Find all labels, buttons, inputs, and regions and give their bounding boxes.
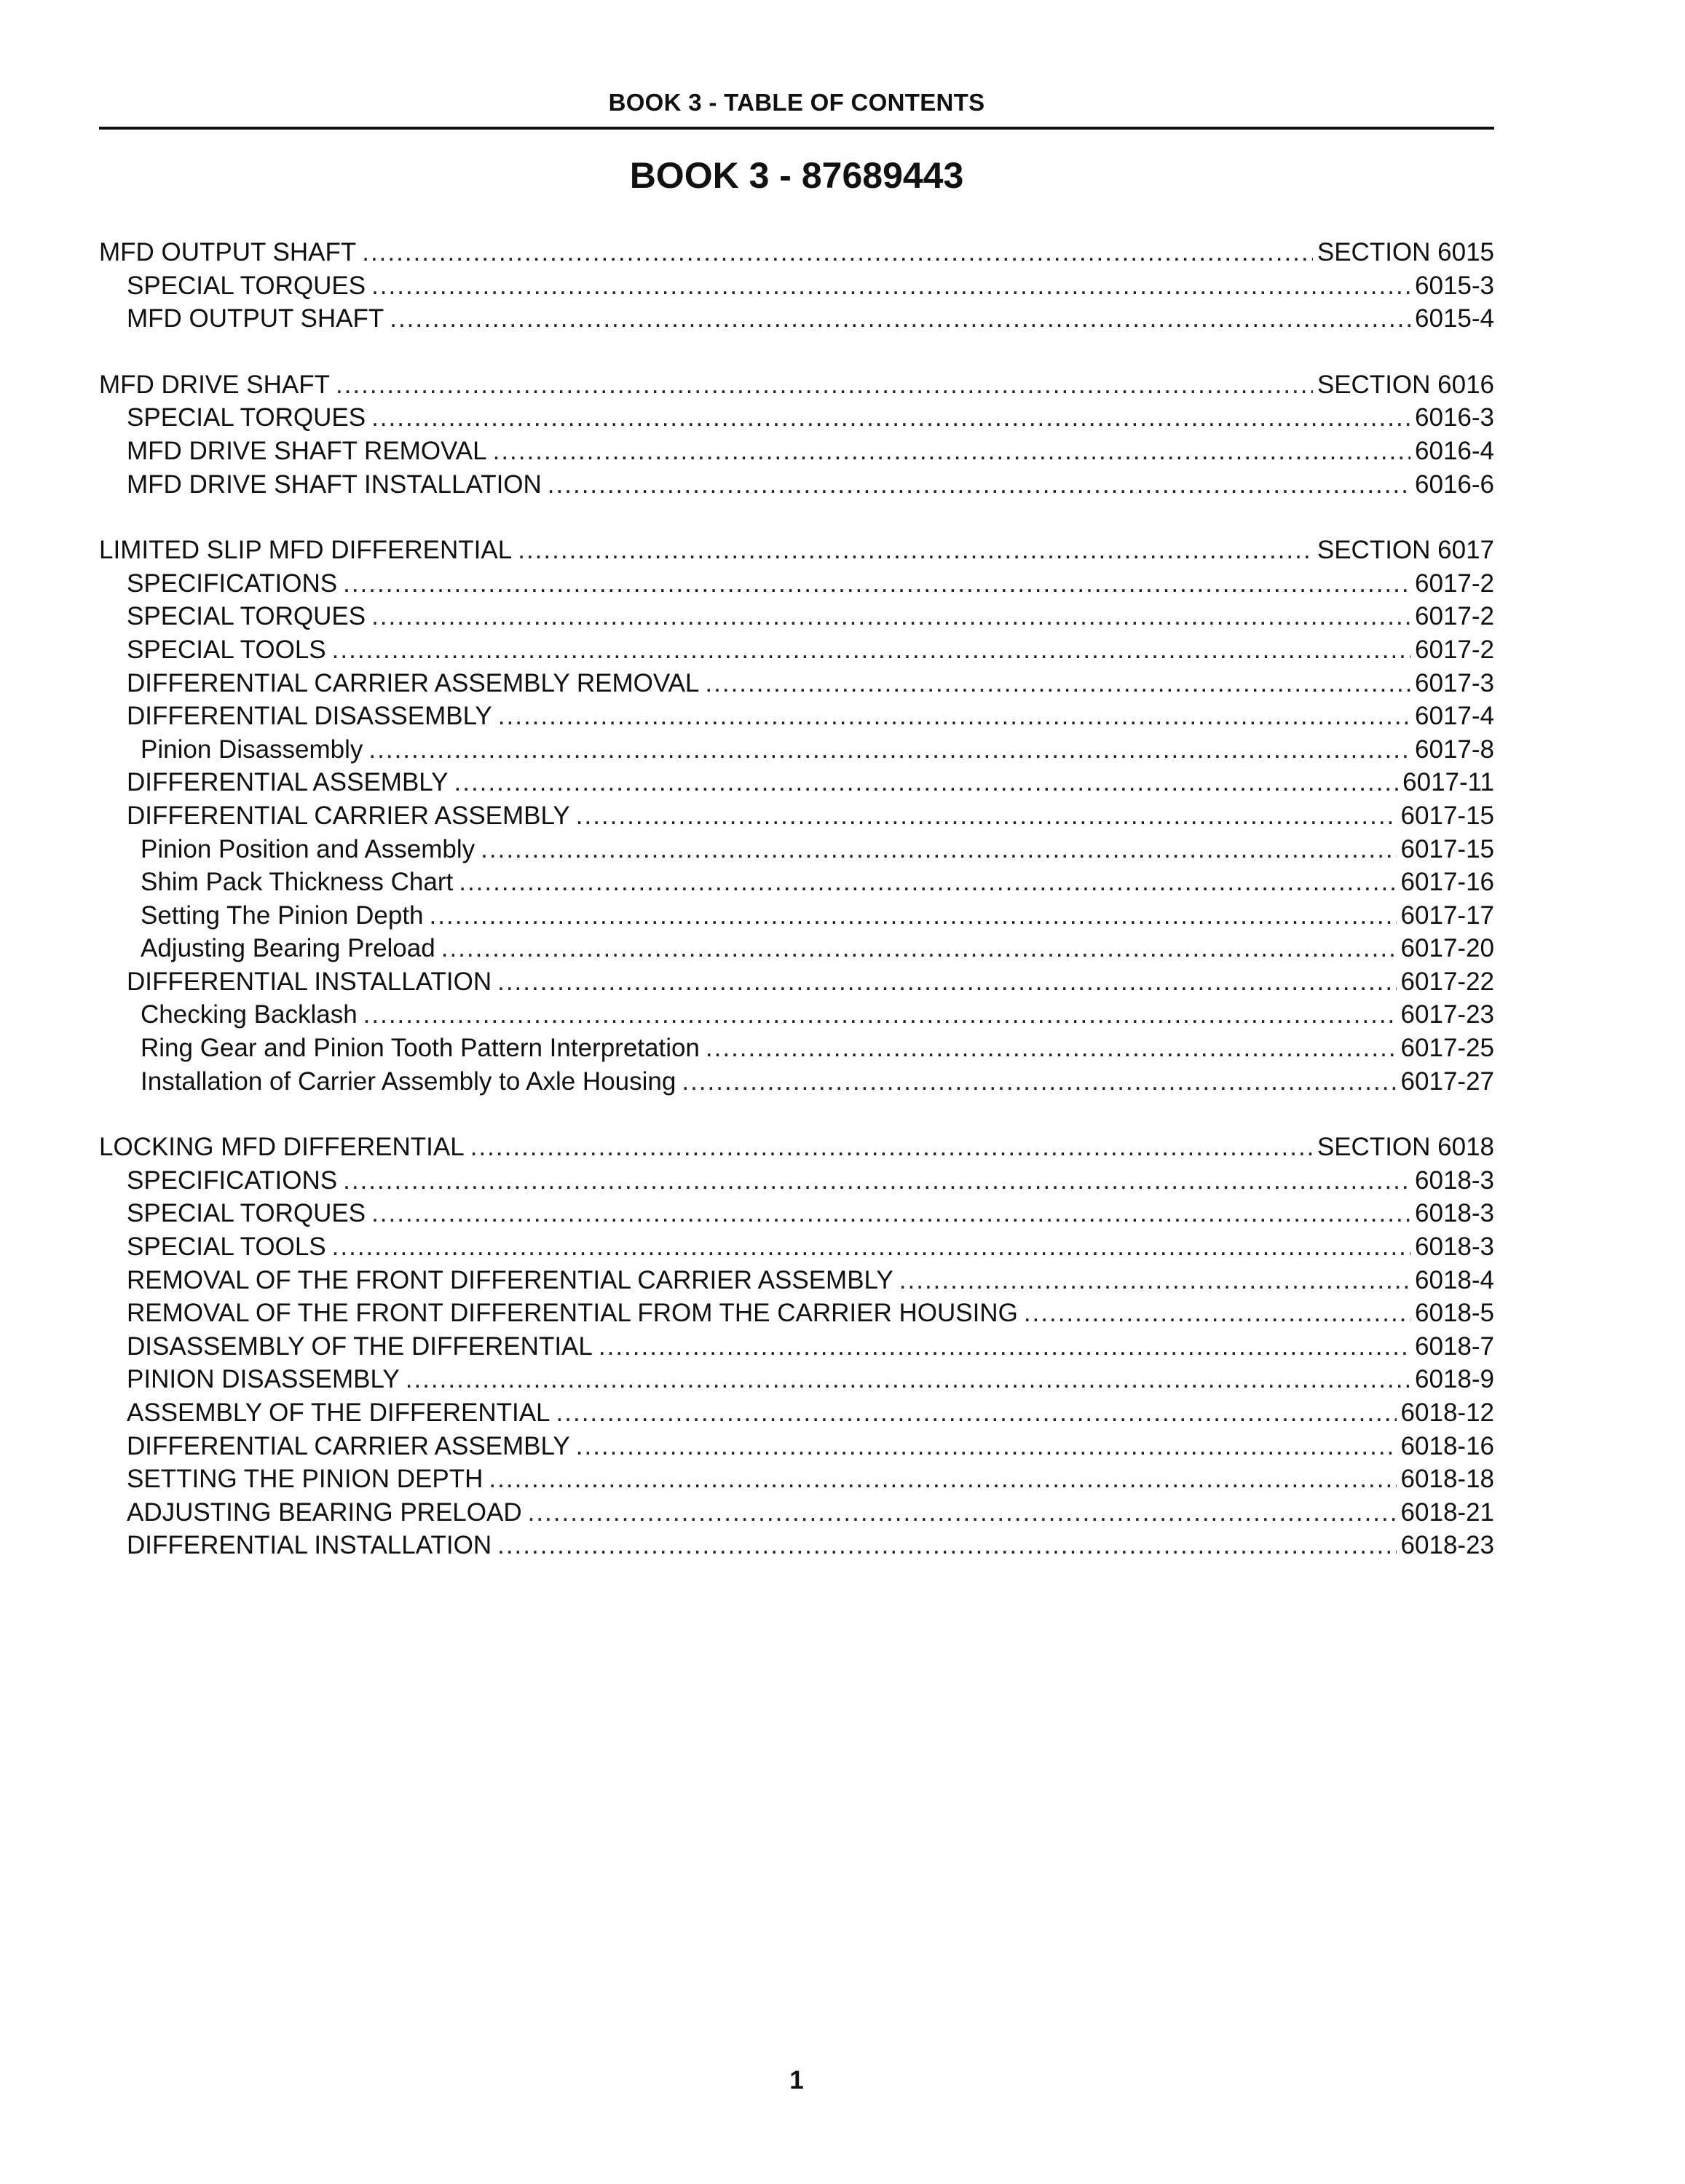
toc-entry[interactable] [99, 899, 1494, 933]
toc-entry-page: 6018-3 [1415, 1199, 1494, 1228]
toc-section-heading[interactable] [99, 368, 1494, 402]
toc-entry[interactable] [99, 667, 1494, 700]
toc-entry-title: Adjusting Bearing Preload [141, 934, 435, 963]
dot-leader [368, 733, 1410, 767]
dot-leader [518, 534, 1313, 567]
dot-leader [459, 866, 1396, 899]
running-header: BOOK 3 - TABLE OF CONTENTS [608, 89, 985, 116]
toc-entry-page: 6018-4 [1415, 1265, 1494, 1294]
dot-leader [332, 1230, 1410, 1264]
toc-section-heading[interactable] [99, 534, 1494, 567]
dot-leader [576, 1430, 1397, 1463]
dot-leader [556, 1396, 1397, 1430]
toc-entry-page: 6017-20 [1400, 934, 1494, 963]
toc-section [99, 236, 1494, 336]
dot-leader [470, 1131, 1313, 1164]
toc-entry-page: 6017-2 [1415, 602, 1494, 631]
toc-entry[interactable] [99, 1463, 1494, 1496]
dot-leader [497, 1529, 1396, 1562]
toc-entry[interactable] [99, 567, 1494, 601]
dot-leader [371, 600, 1410, 633]
dot-leader [430, 899, 1397, 933]
toc-entry-title: SPECIAL TOOLS [127, 1233, 326, 1262]
toc-entry-page: 6017-2 [1415, 635, 1494, 664]
toc-entry-title: LOCKING MFD DIFFERENTIAL [99, 1133, 465, 1162]
toc-entry-title: DIFFERENTIAL DISASSEMBLY [127, 702, 492, 731]
toc-entry-page: 6017-22 [1400, 967, 1494, 996]
dot-leader [343, 1164, 1410, 1198]
toc-entry-page: 6018-3 [1415, 1166, 1494, 1195]
toc-entry-title: MFD OUTPUT SHAFT [99, 238, 357, 266]
toc-entry-page: 6018-5 [1415, 1299, 1494, 1328]
toc-entry[interactable] [99, 633, 1494, 667]
dot-leader [343, 567, 1410, 601]
toc-entry-title: Pinion Position and Assembly [141, 834, 475, 863]
toc-entry[interactable] [99, 1430, 1494, 1463]
toc-entry[interactable] [99, 1197, 1494, 1230]
dot-leader [493, 435, 1410, 468]
toc-entry-title: DIFFERENTIAL INSTALLATION [127, 967, 492, 996]
dot-leader [528, 1496, 1397, 1530]
toc-entry-title: Ring Gear and Pinion Tooth Pattern Interpretation [141, 1034, 700, 1063]
toc-entry[interactable] [99, 866, 1494, 899]
toc-entry-title: SPECIAL TORQUES [127, 1199, 366, 1228]
toc-entry-title: ASSEMBLY OF THE DIFFERENTIAL [127, 1398, 551, 1427]
toc-entry-page: 6018-18 [1400, 1465, 1494, 1494]
toc-entry-page: 6018-21 [1400, 1497, 1494, 1527]
toc-entry-title: PINION DISASSEMBLY [127, 1365, 400, 1394]
toc-entry-title: SETTING THE PINION DEPTH [127, 1465, 484, 1494]
toc-entry-title: MFD DRIVE SHAFT INSTALLATION [127, 470, 542, 499]
toc-entry[interactable] [99, 269, 1494, 303]
toc-entry-title: MFD DRIVE SHAFT [99, 370, 330, 399]
toc-entry-title: DISASSEMBLY OF THE DIFFERENTIAL [127, 1332, 593, 1361]
dot-leader [682, 1065, 1396, 1099]
toc-entry-page: 6018-7 [1415, 1332, 1494, 1361]
dot-leader [441, 932, 1397, 965]
toc-entry-title: REMOVAL OF THE FRONT DIFFERENTIAL FROM THE CARRIER HOUSING [127, 1299, 1018, 1328]
toc-entry-page: SECTION 6017 [1317, 536, 1494, 565]
toc-entry-title: SPECIAL TOOLS [127, 635, 326, 664]
toc-entry-page: 6017-17 [1400, 901, 1494, 930]
toc-entry[interactable] [99, 1264, 1494, 1297]
toc-entry-title: Installation of Carrier Assembly to Axle Housing [141, 1067, 676, 1096]
toc-entry[interactable] [99, 733, 1494, 767]
toc-section-heading[interactable] [99, 1131, 1494, 1164]
toc-entry-title: DIFFERENTIAL CARRIER ASSEMBLY [127, 1431, 570, 1460]
toc-entry[interactable] [99, 1330, 1494, 1364]
dot-leader [706, 1032, 1397, 1065]
toc-entry[interactable] [99, 1496, 1494, 1530]
dot-leader [362, 236, 1313, 269]
toc-entry-page: 6018-9 [1415, 1365, 1494, 1394]
dot-leader [548, 468, 1410, 502]
toc-entry-title: DIFFERENTIAL ASSEMBLY [127, 768, 449, 797]
toc-entry[interactable] [99, 1065, 1494, 1099]
dot-leader [371, 269, 1410, 303]
dot-leader [498, 700, 1410, 733]
toc-entry-page: 6016-3 [1415, 403, 1494, 432]
dot-leader [576, 799, 1397, 833]
toc-entry-title: Pinion Disassembly [141, 735, 363, 764]
toc-entry-page: 6017-3 [1415, 668, 1494, 697]
toc-entry[interactable] [99, 1032, 1494, 1065]
toc-entry-page: 6017-15 [1400, 834, 1494, 863]
dot-leader [332, 633, 1410, 667]
dot-leader [599, 1330, 1410, 1364]
header-rule [99, 127, 1494, 130]
dot-leader [481, 833, 1396, 866]
toc-entry-title: SPECIAL TORQUES [127, 602, 366, 631]
table-of-contents [99, 236, 1494, 1595]
dot-leader [454, 766, 1399, 799]
dot-leader [363, 998, 1397, 1032]
toc-entry-title: ADJUSTING BEARING PRELOAD [127, 1497, 522, 1527]
toc-entry-page: 6017-27 [1400, 1067, 1494, 1096]
toc-section-heading[interactable] [99, 236, 1494, 269]
toc-entry-title: DIFFERENTIAL CARRIER ASSEMBLY [127, 801, 570, 830]
toc-entry-title: DIFFERENTIAL INSTALLATION [127, 1531, 492, 1560]
toc-entry[interactable] [99, 1363, 1494, 1396]
toc-entry-page: 6017-16 [1400, 868, 1494, 897]
toc-entry-page: 6017-11 [1402, 768, 1494, 797]
toc-entry[interactable] [99, 401, 1494, 435]
toc-entry-page: 6018-16 [1400, 1431, 1494, 1460]
toc-entry-page: SECTION 6016 [1317, 370, 1494, 399]
toc-entry-title: DIFFERENTIAL CARRIER ASSEMBLY REMOVAL [127, 668, 700, 697]
toc-entry-page: SECTION 6018 [1317, 1133, 1494, 1162]
toc-entry[interactable] [99, 302, 1494, 336]
toc-entry-page: 6016-4 [1415, 436, 1494, 465]
toc-entry-page: 6017-8 [1415, 735, 1494, 764]
page-number: 1 [789, 2066, 804, 2094]
toc-entry-page: 6018-23 [1400, 1531, 1494, 1560]
toc-entry[interactable] [99, 932, 1494, 965]
toc-entry[interactable] [99, 965, 1494, 999]
toc-entry-page: SECTION 6015 [1317, 238, 1494, 266]
toc-entry-title: SPECIAL TORQUES [127, 403, 366, 432]
toc-entry-title: SPECIFICATIONS [127, 569, 338, 598]
toc-entry-page: 6016-6 [1415, 470, 1494, 499]
toc-entry-title: Shim Pack Thickness Chart [141, 868, 454, 897]
dot-leader [336, 368, 1313, 402]
book-title: BOOK 3 - 87689443 [629, 155, 964, 196]
dot-leader [899, 1264, 1410, 1297]
document-page [99, 0, 1494, 2184]
toc-entry[interactable] [99, 435, 1494, 468]
toc-entry[interactable] [99, 833, 1494, 866]
dot-leader [406, 1363, 1410, 1396]
toc-entry-title: SPECIAL TORQUES [127, 271, 366, 300]
toc-section [99, 368, 1494, 501]
toc-entry-page: 6017-23 [1400, 1000, 1494, 1029]
toc-entry[interactable] [99, 1297, 1494, 1330]
toc-entry-page: 6017-25 [1400, 1034, 1494, 1063]
dot-leader [705, 667, 1410, 700]
toc-entry-page: 6015-4 [1415, 304, 1494, 333]
toc-entry[interactable] [99, 766, 1494, 799]
toc-entry-page: 6017-4 [1415, 702, 1494, 731]
toc-entry[interactable] [99, 1230, 1494, 1264]
toc-entry-page: 6015-3 [1415, 271, 1494, 300]
toc-entry[interactable] [99, 468, 1494, 502]
dot-leader [371, 1197, 1410, 1230]
toc-entry-title: REMOVAL OF THE FRONT DIFFERENTIAL CARRIER ASSEMBLY [127, 1265, 893, 1294]
toc-section [99, 1131, 1494, 1562]
toc-entry-title: MFD DRIVE SHAFT REMOVAL [127, 436, 487, 465]
toc-section [99, 534, 1494, 1098]
toc-entry-page: 6017-2 [1415, 569, 1494, 598]
toc-entry-title: Setting The Pinion Depth [141, 901, 424, 930]
dot-leader [390, 302, 1410, 336]
dot-leader [497, 965, 1396, 999]
toc-entry-title: Checking Backlash [141, 1000, 358, 1029]
toc-entry[interactable] [99, 799, 1494, 833]
toc-entry[interactable] [99, 1529, 1494, 1562]
dot-leader [489, 1463, 1396, 1496]
toc-entry[interactable] [99, 1164, 1494, 1198]
toc-entry-page: 6018-3 [1415, 1233, 1494, 1262]
toc-entry-title: MFD OUTPUT SHAFT [127, 304, 384, 333]
toc-entry-title: SPECIFICATIONS [127, 1166, 338, 1195]
toc-entry-title: LIMITED SLIP MFD DIFFERENTIAL [99, 536, 513, 565]
toc-entry[interactable] [99, 1396, 1494, 1430]
toc-entry-page: 6018-12 [1400, 1398, 1494, 1427]
toc-entry-page: 6017-15 [1400, 801, 1494, 830]
dot-leader [1024, 1297, 1410, 1330]
toc-entry[interactable] [99, 998, 1494, 1032]
dot-leader [371, 401, 1410, 435]
toc-entry[interactable] [99, 700, 1494, 733]
toc-entry[interactable] [99, 600, 1494, 633]
